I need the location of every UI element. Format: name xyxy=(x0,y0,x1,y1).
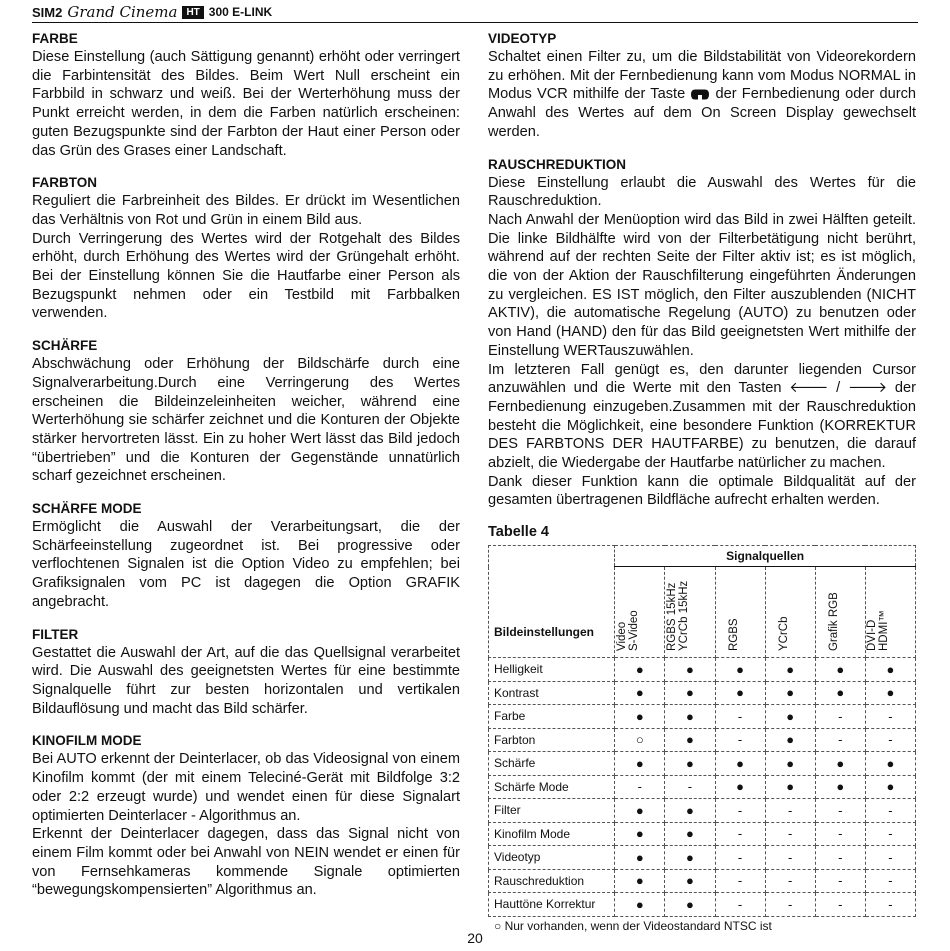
table-cell: ● xyxy=(665,752,715,776)
section-text: Nach Anwahl der Menüoption wird das Bild in zwei Hälften geteilt. Die linke Bildhälfte wird von der Filterbetätigung nicht berührt, während auf der rechten Seite der Filter aktiv ist; es ist möglich, die von der Aktion der Rauschfilterung eingeführten Änderungen zu vergleichen. ES IST möglich, den Filter auszublenden (NICHT AKTIV), die automatische Regelung (AUTO) zu benutzen oder von Hand (HAND) den für das Bild geeignetsten Wert mithilfe der Einstellung WERTauszuwählen. xyxy=(488,211,916,359)
table-cell: ● xyxy=(765,728,815,752)
row-label: Schärfe Mode xyxy=(489,775,615,799)
table-cell: ● xyxy=(815,752,865,776)
table-cell: ● xyxy=(615,681,665,705)
table-cell: - xyxy=(765,846,815,870)
table-row xyxy=(489,846,916,870)
table-cell: ● xyxy=(765,705,815,729)
table-cell: - xyxy=(865,893,915,917)
table-row xyxy=(489,658,916,682)
rausch-text-a: Im letzteren Fall genügt es, den darunter liegenden Cursor anzuwählen und die Werte mit den Tasten xyxy=(488,361,916,397)
section-title: FARBTON xyxy=(32,175,98,191)
right-column xyxy=(488,30,916,933)
table-cell: - xyxy=(815,705,865,729)
table-cell: ● xyxy=(815,658,865,682)
table-cell: - xyxy=(765,893,815,917)
arrow-keys-icon: 🡐 / 🡒 xyxy=(789,380,888,397)
section-text: Diese Einstellung erlaubt die Auswahl des Wertes für die Rauschreduktion. xyxy=(488,174,916,210)
page-header xyxy=(32,4,272,20)
table-cell: - xyxy=(865,822,915,846)
section-farbe xyxy=(32,30,460,160)
table-cell: - xyxy=(715,846,765,870)
table-cell: ● xyxy=(865,658,915,682)
table-cell: ○ xyxy=(615,728,665,752)
table-cell: ● xyxy=(615,799,665,823)
section-farbton xyxy=(32,174,460,323)
table-cell: ● xyxy=(865,681,915,705)
section-text: Durch Verringerung des Wertes wird der Rotgehalt des Bildes erhöht, durch Erhöhung des Wertes wird der Grüngehalt erhöht. Bei der Einstellung können Sie die Hautfarbe einer Person als Bezugspunkt nehmen oder ein Testbild mit Farbbalken verwenden. xyxy=(32,230,460,322)
table-cell: - xyxy=(715,705,765,729)
footnote-text: Nur vorhanden, wenn der Videostandard NTSC ist xyxy=(504,918,772,933)
column-header-label: DVI-D HDMI™ xyxy=(866,610,891,652)
ht-badge: HT xyxy=(182,6,203,19)
table-cell: - xyxy=(715,869,765,893)
table-cell: ● xyxy=(615,846,665,870)
section-text: Abschwächung oder Erhöhung der Bildschärfe durch eine Signalverarbeitung.Durch eine Verringerung des Wertes erscheinen die Bildeinzeleinheiten weicher, während eine Werterhöhung sie schärfer zeichnet und die Konturen der Objekte stärker hervortreten lässt. Ein zu hoher Wert lässt das Bild jedoch “übertrieben” und die Konturen der Gegenstände unnatürlich scharf gezeichnet erscheinen. xyxy=(32,356,460,485)
row-label: Rauschreduktion xyxy=(489,869,615,893)
section-text: Diese Einstellung (auch Sättigung genannt) erhöht oder verringert die Farbintensität des Bildes. Beim Wert Null erscheint ein Farbbild in schwarz und weiß. Bei der Werterhöhung muss der Punkt erreicht werden, in dem die Farben natürlich erscheinen: guten Bezugspunkte sind der Farbton der Haut einer Person oder das Grün des Grases einer Landschaft. xyxy=(32,49,460,159)
table-cell: ● xyxy=(665,705,715,729)
section-videotyp xyxy=(488,30,916,142)
section-text: Gestattet die Auswahl der Art, auf die das Quellsignal verarbeitet wird. Die Auswahl des geeignetsten Wertes für eine bestimmte Signalquelle führt zur besten horizontalen und vertikalen Bildauflösung und macht das Bild schärfer. xyxy=(32,644,460,717)
table-row xyxy=(489,822,916,846)
table-cell: ● xyxy=(765,658,815,682)
table-title: Tabelle 4 xyxy=(488,524,549,541)
column-header-cell xyxy=(815,567,865,658)
model-name: 300 E-LINK xyxy=(208,5,273,19)
table-cell: - xyxy=(865,799,915,823)
table-cell: ● xyxy=(765,752,815,776)
section-title: RAUSCHREDUKTION xyxy=(488,156,626,172)
column-header-label: YCrCb xyxy=(778,616,791,652)
table-cell: ● xyxy=(715,752,765,776)
table-cell: - xyxy=(615,775,665,799)
table-cell: ● xyxy=(615,822,665,846)
table-cell: - xyxy=(715,822,765,846)
table-cell: ● xyxy=(715,681,765,705)
table-cell: ● xyxy=(815,775,865,799)
header-rule xyxy=(32,22,918,23)
row-label: Kinofilm Mode xyxy=(489,822,615,846)
row-label: Schärfe xyxy=(489,752,615,776)
table-cell: ● xyxy=(665,869,715,893)
table-cell: - xyxy=(765,869,815,893)
table-cell: ● xyxy=(865,775,915,799)
table-cell: ● xyxy=(765,681,815,705)
table-cell: - xyxy=(815,846,865,870)
page-number: 20 xyxy=(467,930,483,946)
table-body xyxy=(489,658,916,917)
section-title: FARBE xyxy=(32,31,78,46)
table-cell: ● xyxy=(615,869,665,893)
table-cell: - xyxy=(815,869,865,893)
section-text xyxy=(488,361,916,473)
section-text: Ermöglicht die Auswahl der Verarbeitungsart, die der Schärfeeinstellung zugeordnet ist. Bei progressive oder verflochtenen Signalen ist die Option Video zu empfehlen; bei Grafiksignalen vom PC ist dagegen die Option GRAFIK angebracht. xyxy=(32,519,460,610)
section-rauschreduktion xyxy=(488,156,916,511)
row-label: Helligkeit xyxy=(489,658,615,682)
brand-logo: SIM2 xyxy=(32,4,63,20)
table-row xyxy=(489,728,916,752)
table-cell: ● xyxy=(665,822,715,846)
table-cell: - xyxy=(815,799,865,823)
table-cell: ● xyxy=(665,658,715,682)
section-title: SCHÄRFE xyxy=(32,338,98,354)
rausch-text-b: der Fernbedienung einzugeben.Zusammen mit der Rauschreduktion besteht die Möglichkeit, eine besondere Funktion (KORREKTUR DES FARBTONS DER HAUTFARBE) zu benutzen, die darauf abzielt, die Wiedergabe der Hautfarbe natürlicher zu machen. xyxy=(488,380,916,472)
settings-table xyxy=(488,545,916,917)
row-label: Farbton xyxy=(489,728,615,752)
table-cell: ● xyxy=(665,893,715,917)
table-cell: - xyxy=(815,822,865,846)
table-cell: ● xyxy=(615,705,665,729)
table-cell: ● xyxy=(715,775,765,799)
table-row xyxy=(489,799,916,823)
table-cell: - xyxy=(865,846,915,870)
table-cell: - xyxy=(865,728,915,752)
section-text: Reguliert die Farbreinheit des Bildes. Er drückt im Wesentlichen das Verhältnis von Rot und Grün in einem Bild aus. xyxy=(32,193,460,228)
product-script-title: Grand Cinema xyxy=(67,3,178,21)
videotyp-text-a: Schaltet einen Filter zu, um die Bildstabilität von Videorekordern zu erhöhen. Mit der Fernbedienung kann vom Modus NORMAL in Modus VCR mithilfe der Taste xyxy=(488,49,916,103)
table-cell: ● xyxy=(665,728,715,752)
row-label: Kontrast xyxy=(489,681,615,705)
section-title: FILTER xyxy=(32,626,79,642)
table-cell: - xyxy=(765,799,815,823)
row-label: Videotyp xyxy=(489,846,615,870)
section-text: Dank dieser Funktion kann die optimale Bildqualität auf der gesamten übertragenen Bildfläche aufrecht erhalten werden. xyxy=(488,473,916,509)
left-column xyxy=(32,30,460,914)
column-header-cell xyxy=(665,567,715,658)
row-label: Filter xyxy=(489,799,615,823)
table-cell: ● xyxy=(665,846,715,870)
table-cell: - xyxy=(715,728,765,752)
row-label: Farbe xyxy=(489,705,615,729)
row-header-cell: Bildeinstellungen xyxy=(489,546,615,658)
section-schaerfe xyxy=(32,337,460,486)
table-cell: ● xyxy=(665,681,715,705)
table-cell: ● xyxy=(865,752,915,776)
section-schaerfe-mode xyxy=(32,500,460,612)
table-row xyxy=(489,893,916,917)
videotyp-text-b: der Fernbedienung oder durch Anwahl des Wertes auf dem On Screen Display gewechselt werden. xyxy=(488,86,916,140)
section-title: VIDEOTYP xyxy=(488,31,557,46)
section-text: Bei AUTO erkennt der Deinterlacer, ob das Videosignal von einem Kinofilm kommt (der mit einem Teleciné-Gerät mit Bildfolge 3:2 oder 2:2 erzeugt wurde) und wendet einen für diese Signalart optimierten Deinterlacer - Algorithmus an. xyxy=(32,751,460,824)
table-cell: - xyxy=(815,728,865,752)
table-cell: - xyxy=(815,893,865,917)
column-header-label: RGBS 15kHz YCrCb 15kHz xyxy=(665,580,690,652)
section-title: SCHÄRFE MODE xyxy=(32,501,142,517)
table-row xyxy=(489,705,916,729)
table-cell: - xyxy=(865,705,915,729)
table-cell: - xyxy=(865,869,915,893)
section-title: KINOFILM MODE xyxy=(32,733,142,749)
table-cell: - xyxy=(715,893,765,917)
vcr-button-icon xyxy=(690,89,710,100)
section-text: Erkennt der Deinterlacer dagegen, dass das Signal nicht von einem Film kommt oder bei Anwahl von NEIN wendet er einen für von Fernsehkameras kommende Signale optimierten “bewegungskompensierten” Algorithmus an. xyxy=(32,826,460,899)
table-cell: - xyxy=(715,799,765,823)
table-cell: ● xyxy=(765,775,815,799)
section-text xyxy=(488,48,916,142)
column-header-cell xyxy=(865,567,915,658)
table-row xyxy=(489,869,916,893)
column-header-cell xyxy=(715,567,765,658)
table-row xyxy=(489,752,916,776)
table-cell: ● xyxy=(615,658,665,682)
table-cell: ● xyxy=(615,893,665,917)
table-cell: ● xyxy=(615,752,665,776)
table-row xyxy=(489,775,916,799)
column-header-label: Video S-Video xyxy=(615,610,640,652)
table-cell: ● xyxy=(715,658,765,682)
column-header-label: RGBS xyxy=(728,618,741,652)
section-kinofilm-mode xyxy=(32,732,460,900)
column-header-cell xyxy=(765,567,815,658)
table-row xyxy=(489,681,916,705)
footnote-marker-icon: ○ xyxy=(494,918,502,933)
section-filter xyxy=(32,626,460,719)
table-cell: ● xyxy=(815,681,865,705)
table-cell: - xyxy=(765,822,815,846)
column-header-cell xyxy=(615,567,665,658)
table-cell: - xyxy=(665,775,715,799)
row-label: Hauttöne Korrektur xyxy=(489,893,615,917)
group-header-cell: Signalquellen xyxy=(615,546,916,567)
column-header-label: Grafik RGB xyxy=(828,592,841,652)
table-cell: ● xyxy=(665,799,715,823)
